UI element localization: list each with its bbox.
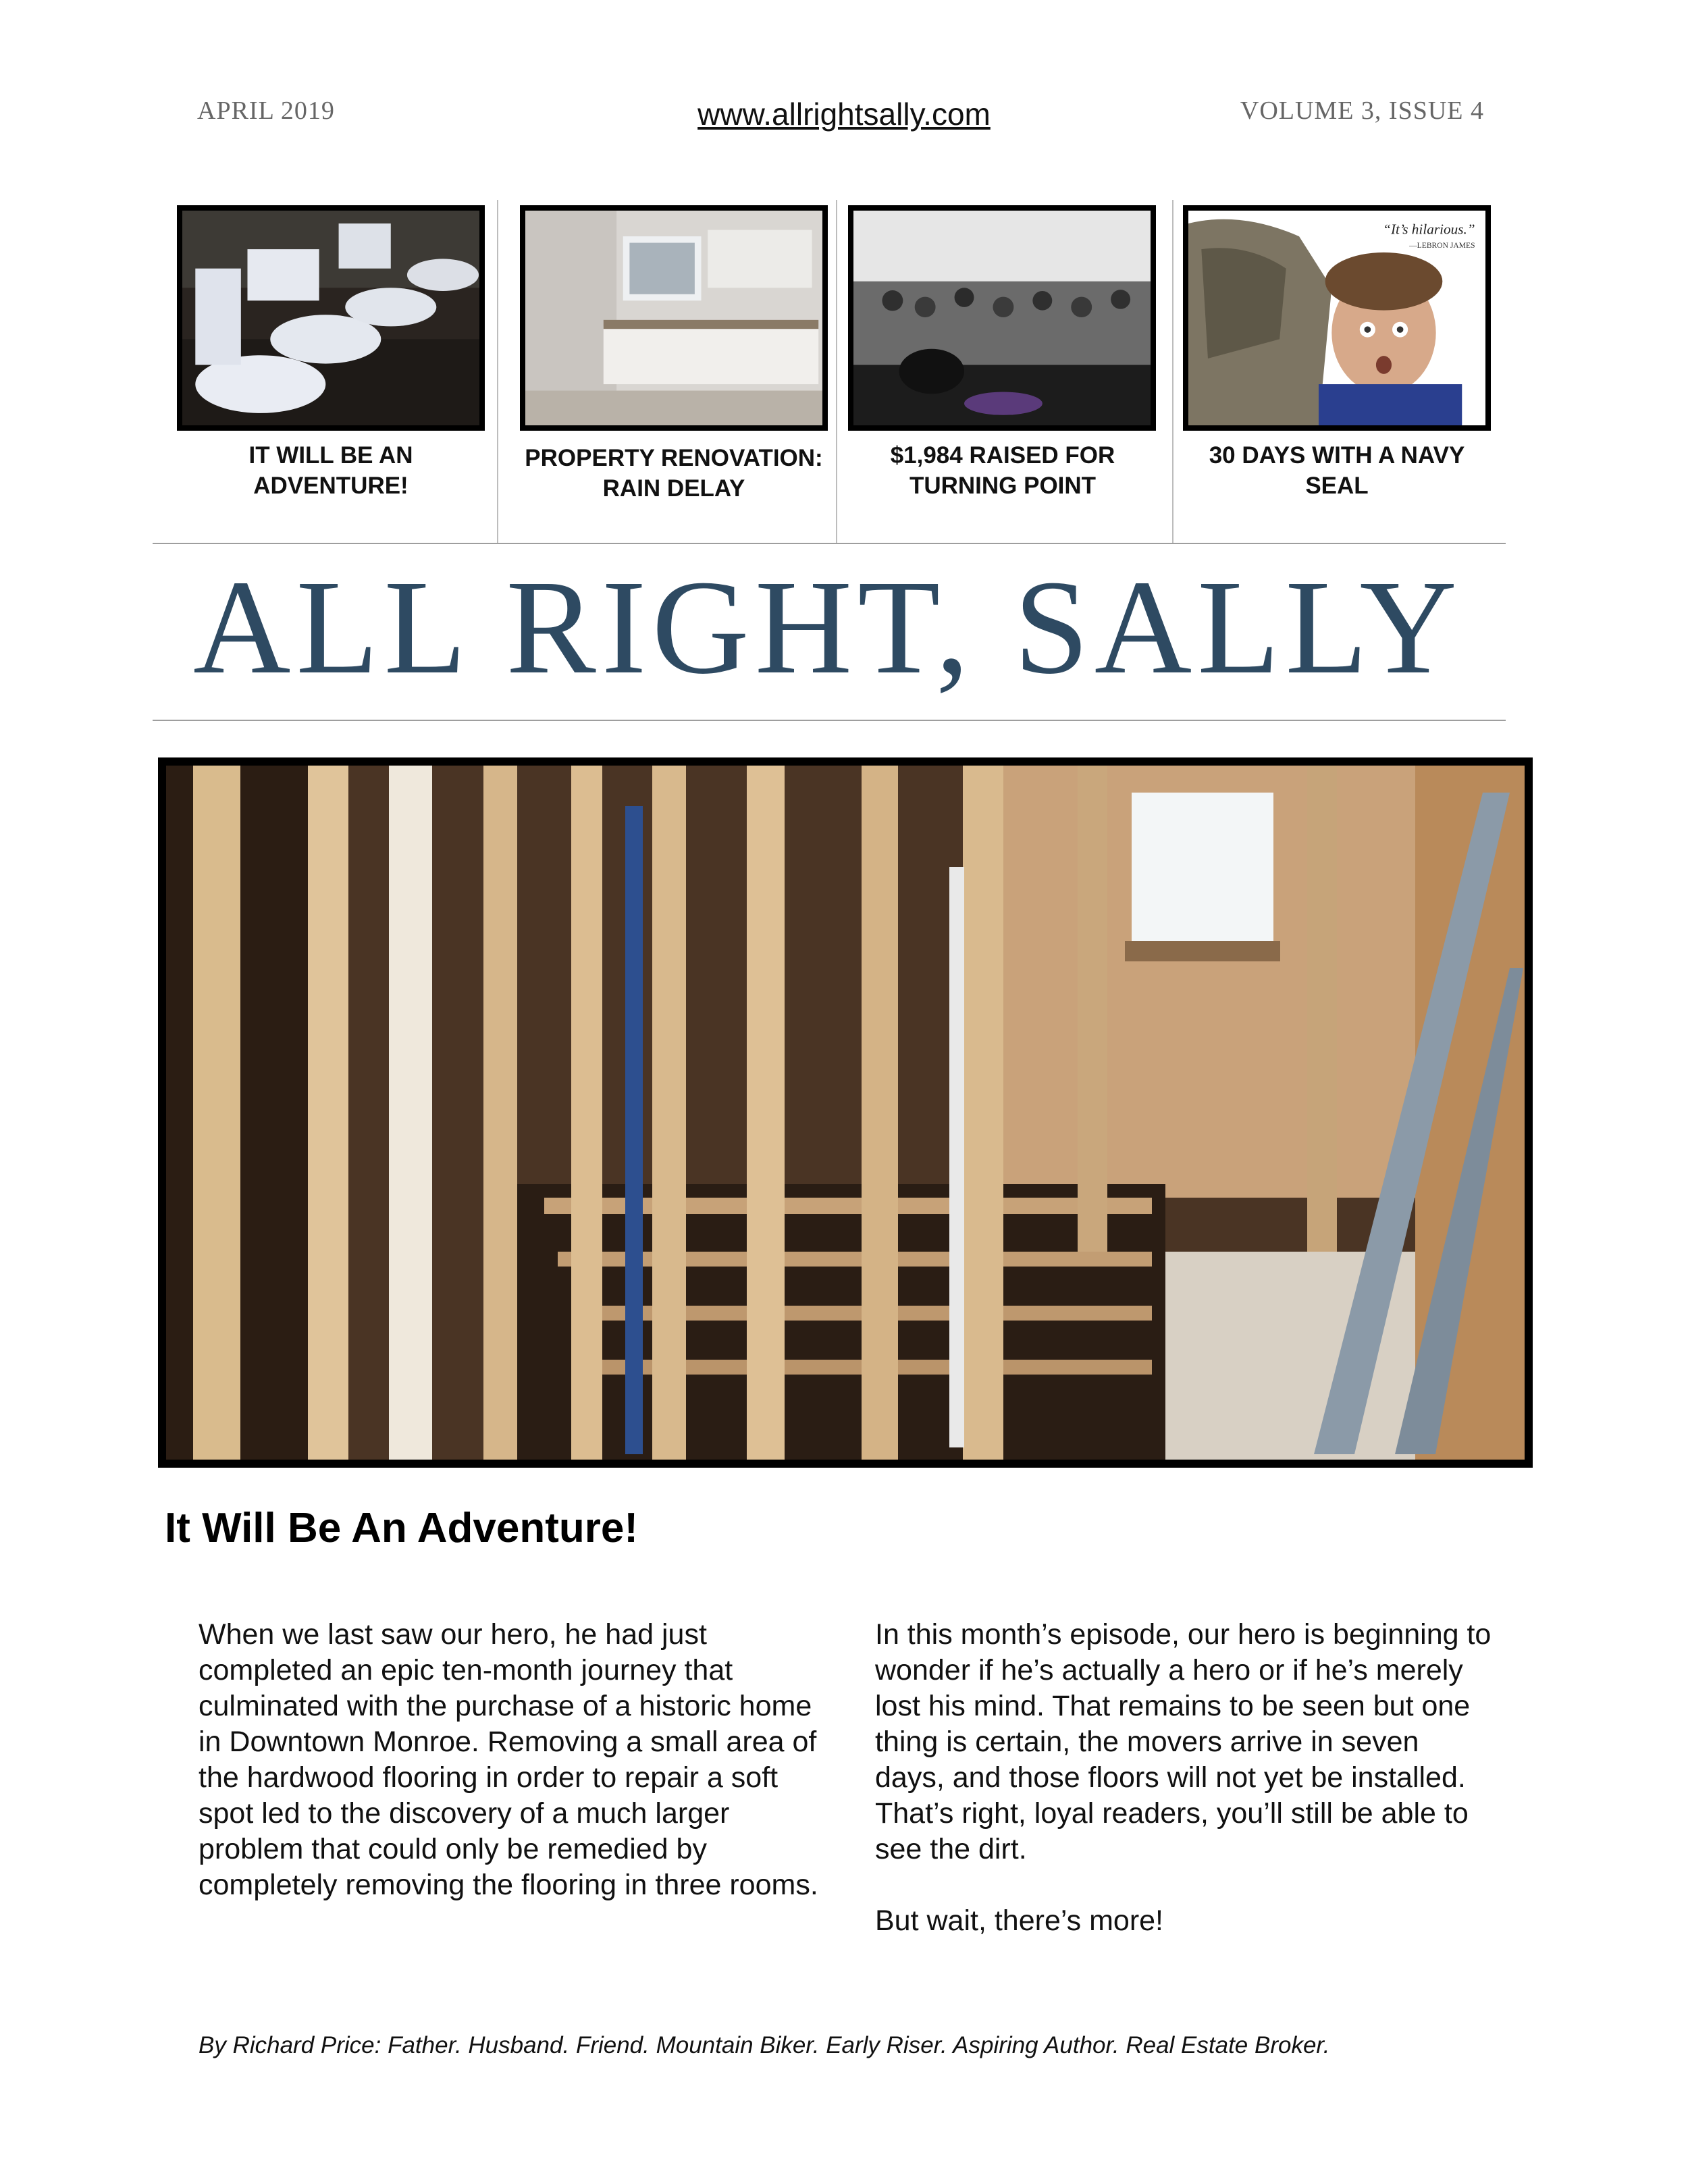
issue-date: APRIL 2019 <box>197 97 335 125</box>
teaser-divider <box>836 200 837 543</box>
teaser-caption-4[interactable]: 30 DAYS WITH A NAVY SEAL <box>1209 442 1465 499</box>
article-column-left <box>199 1617 820 1939</box>
website-link[interactable]: www.allrightsally.com <box>697 97 991 132</box>
masthead-rule-top <box>153 543 1506 544</box>
article-paragraph: When we last saw our hero, he had just completed an epic ten-month journey that culminated with the purchase of a historic home in Downtown Monroe. Removing a small area of the hardwood flooring in order to repair a soft spot led to the discovery of a much larger problem that could only be remedied by completely removing the flooring in three rooms. <box>199 1618 818 1901</box>
teaser-image-kitchen[interactable] <box>520 205 828 431</box>
volume-issue: VOLUME 3, ISSUE 4 <box>1240 97 1484 125</box>
teaser-divider <box>497 200 498 543</box>
article-column-right <box>875 1617 1496 1975</box>
seal-quote-attribution: —LEBRON JAMES <box>1409 242 1475 250</box>
teaser-caption-3[interactable]: $1,984 RAISED FOR TURNING POINT <box>890 442 1115 499</box>
hero-image-renovation <box>158 757 1533 1468</box>
masthead-rule-bottom <box>153 720 1506 721</box>
masthead-title: ALL RIGHT, SALLY <box>193 553 1462 702</box>
teaser-image-toilets[interactable] <box>177 205 485 431</box>
teaser-caption-1[interactable]: IT WILL BE AN ADVENTURE! <box>248 442 413 499</box>
article-paragraph: But wait, there’s more! <box>875 1905 1163 1937</box>
teaser-divider <box>1172 200 1173 543</box>
teaser-caption-2[interactable]: PROPERTY RENOVATION: RAIN DELAY <box>525 445 823 502</box>
article-paragraph: In this month’s episode, our hero is beginning to wonder if he’s actually a hero or if he’s merely lost his mind. That remains to be seen but one thing is certain, the movers arrive in seven days, and those floors will not yet be installed. That’s right, loyal readers, you’ll still be able to see the dirt. <box>875 1618 1492 1865</box>
teaser-image-audience[interactable] <box>848 205 1156 431</box>
seal-quote: “It’s hilarious.” <box>1383 221 1475 238</box>
article-headline: It Will Be An Adventure! <box>165 1505 638 1551</box>
teaser-image-navy-seal[interactable] <box>1183 205 1491 431</box>
author-byline: By Richard Price: Father. Husband. Friend. Mountain Biker. Early Riser. Aspiring Author. Real Estate Broker. <box>199 2032 1330 2058</box>
